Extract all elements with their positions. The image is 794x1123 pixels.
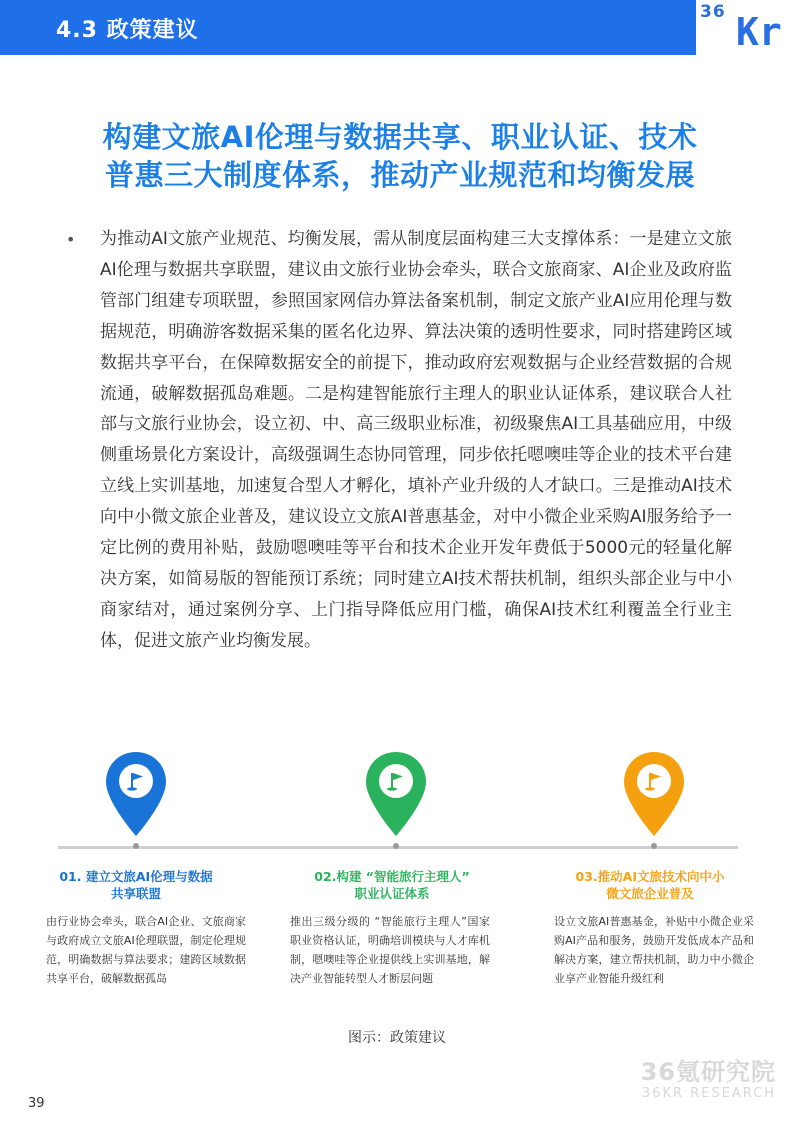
page-headline [60, 118, 740, 194]
step-1-title-line-2: 共享联盟 [110, 886, 161, 901]
step-1-description: 由行业协会牵头，联合AI企业、文旅商家与政府成立文旅AI伦理联盟，制定伦理规范，明确数据与算法要求；建跨区域数据共享平台，破解数据孤岛 [46, 915, 246, 985]
step-2-title [294, 868, 490, 902]
step-2-title-line-2: 职业认证体系 [354, 886, 430, 901]
step-1-title-line-1: 01. 建立文旅AI伦理与数据 [59, 869, 213, 884]
body-paragraph: 为推动AI文旅产业规范、均衡发展，需从制度层面构建三大支撑体系：一是建立文旅AI伦理与数据共享联盟，建议由文旅行业协会牵头，联合文旅商家、AI企业及政府监管部门组建专项联盟，参照国家网信办算法备案机制，制定文旅产业AI应用伦理与数据规范，明确游客数据采集的匿名化边界、算法决策的透明性要求，同时搭建跨区域数据共享平台，在保障数据安全的前提下，推动政府宏观数据与企业经营数据的合规流通，破解数据孤岛难题。二是构建智能旅行主理人的职业认证体系，建议联合人社部与文旅行业协会，设立初、中、高三级职业标准，初级聚焦AI工具基础应用，中级侧重场景化方案设计，高级强调生态协同管理，同步依托嗯噢哇等企业的技术平台建立线上实训基地，加速复合型人才孵化，填补产业升级的人才缺口。三是推动AI技术向中小微文旅企业普及，建议设立文旅AI普惠基金，对中小微企业采购AI服务给予一定比例的费用补贴，鼓励嗯噢哇等平台和技术企业开发年费低于5000元的轻量化解决方案，如简易版的智能预订系统；同时建立AI技术帮扶机制，组织头部企业与中小商家结对，通过案例分享、上门指导降低应用门槛，确保AI技术红利覆盖全行业主体，促进文旅产业均衡发展。 [100, 229, 732, 651]
step-2-title-line-1: 02.构建 “智能旅行主理人” [314, 869, 470, 884]
step-3-title-line-2: 微文旅企业普及 [606, 886, 694, 901]
location-pin-icon [104, 750, 168, 850]
step-3-title [552, 868, 748, 902]
location-pin-icon [622, 750, 686, 850]
step-3-title-line-1: 03.推动AI文旅技术向中小 [575, 869, 725, 884]
watermark-cn: 36氪研究院 [640, 1058, 776, 1086]
header-bar [0, 0, 696, 55]
pin-step-2 [364, 750, 428, 850]
policy-timeline [0, 740, 794, 1010]
step-3-description: 设立文旅AI普惠基金，补贴中小微企业采购AI产品和服务，鼓励开发低成本产品和解决方案，建立帮扶机制，助力中小微企业享产业智能升级红利 [554, 915, 754, 985]
logo-kr-text: Kr [736, 10, 782, 54]
pin-step-1 [104, 750, 168, 850]
headline-line-2: 普惠三大制度体系，推动产业规范和均衡发展 [104, 158, 695, 192]
pin-step-3 [622, 750, 686, 850]
logo-36-text: 36 [700, 2, 726, 22]
bullet-dot: • [66, 230, 76, 249]
36kr-logo [700, 2, 794, 52]
watermark [641, 1058, 776, 1101]
location-pin-icon [364, 750, 428, 850]
watermark-en: 36KR RESEARCH [641, 1086, 776, 1101]
headline-line-1: 构建文旅AI伦理与数据共享、职业认证、技术 [102, 120, 698, 154]
page-number: 39 [28, 1096, 45, 1111]
section-title: 4.3 政策建议 [56, 18, 199, 43]
figure-caption: 图示：政策建议 [348, 1030, 446, 1046]
step-1-title [38, 868, 234, 902]
step-2-description: 推出三级分级的 “智能旅行主理人”国家职业资格认证，明确培训模块与人才库机制，嗯噢哇等企业提供线上实训基地，解决产业智能转型人才断层问题 [290, 915, 490, 985]
